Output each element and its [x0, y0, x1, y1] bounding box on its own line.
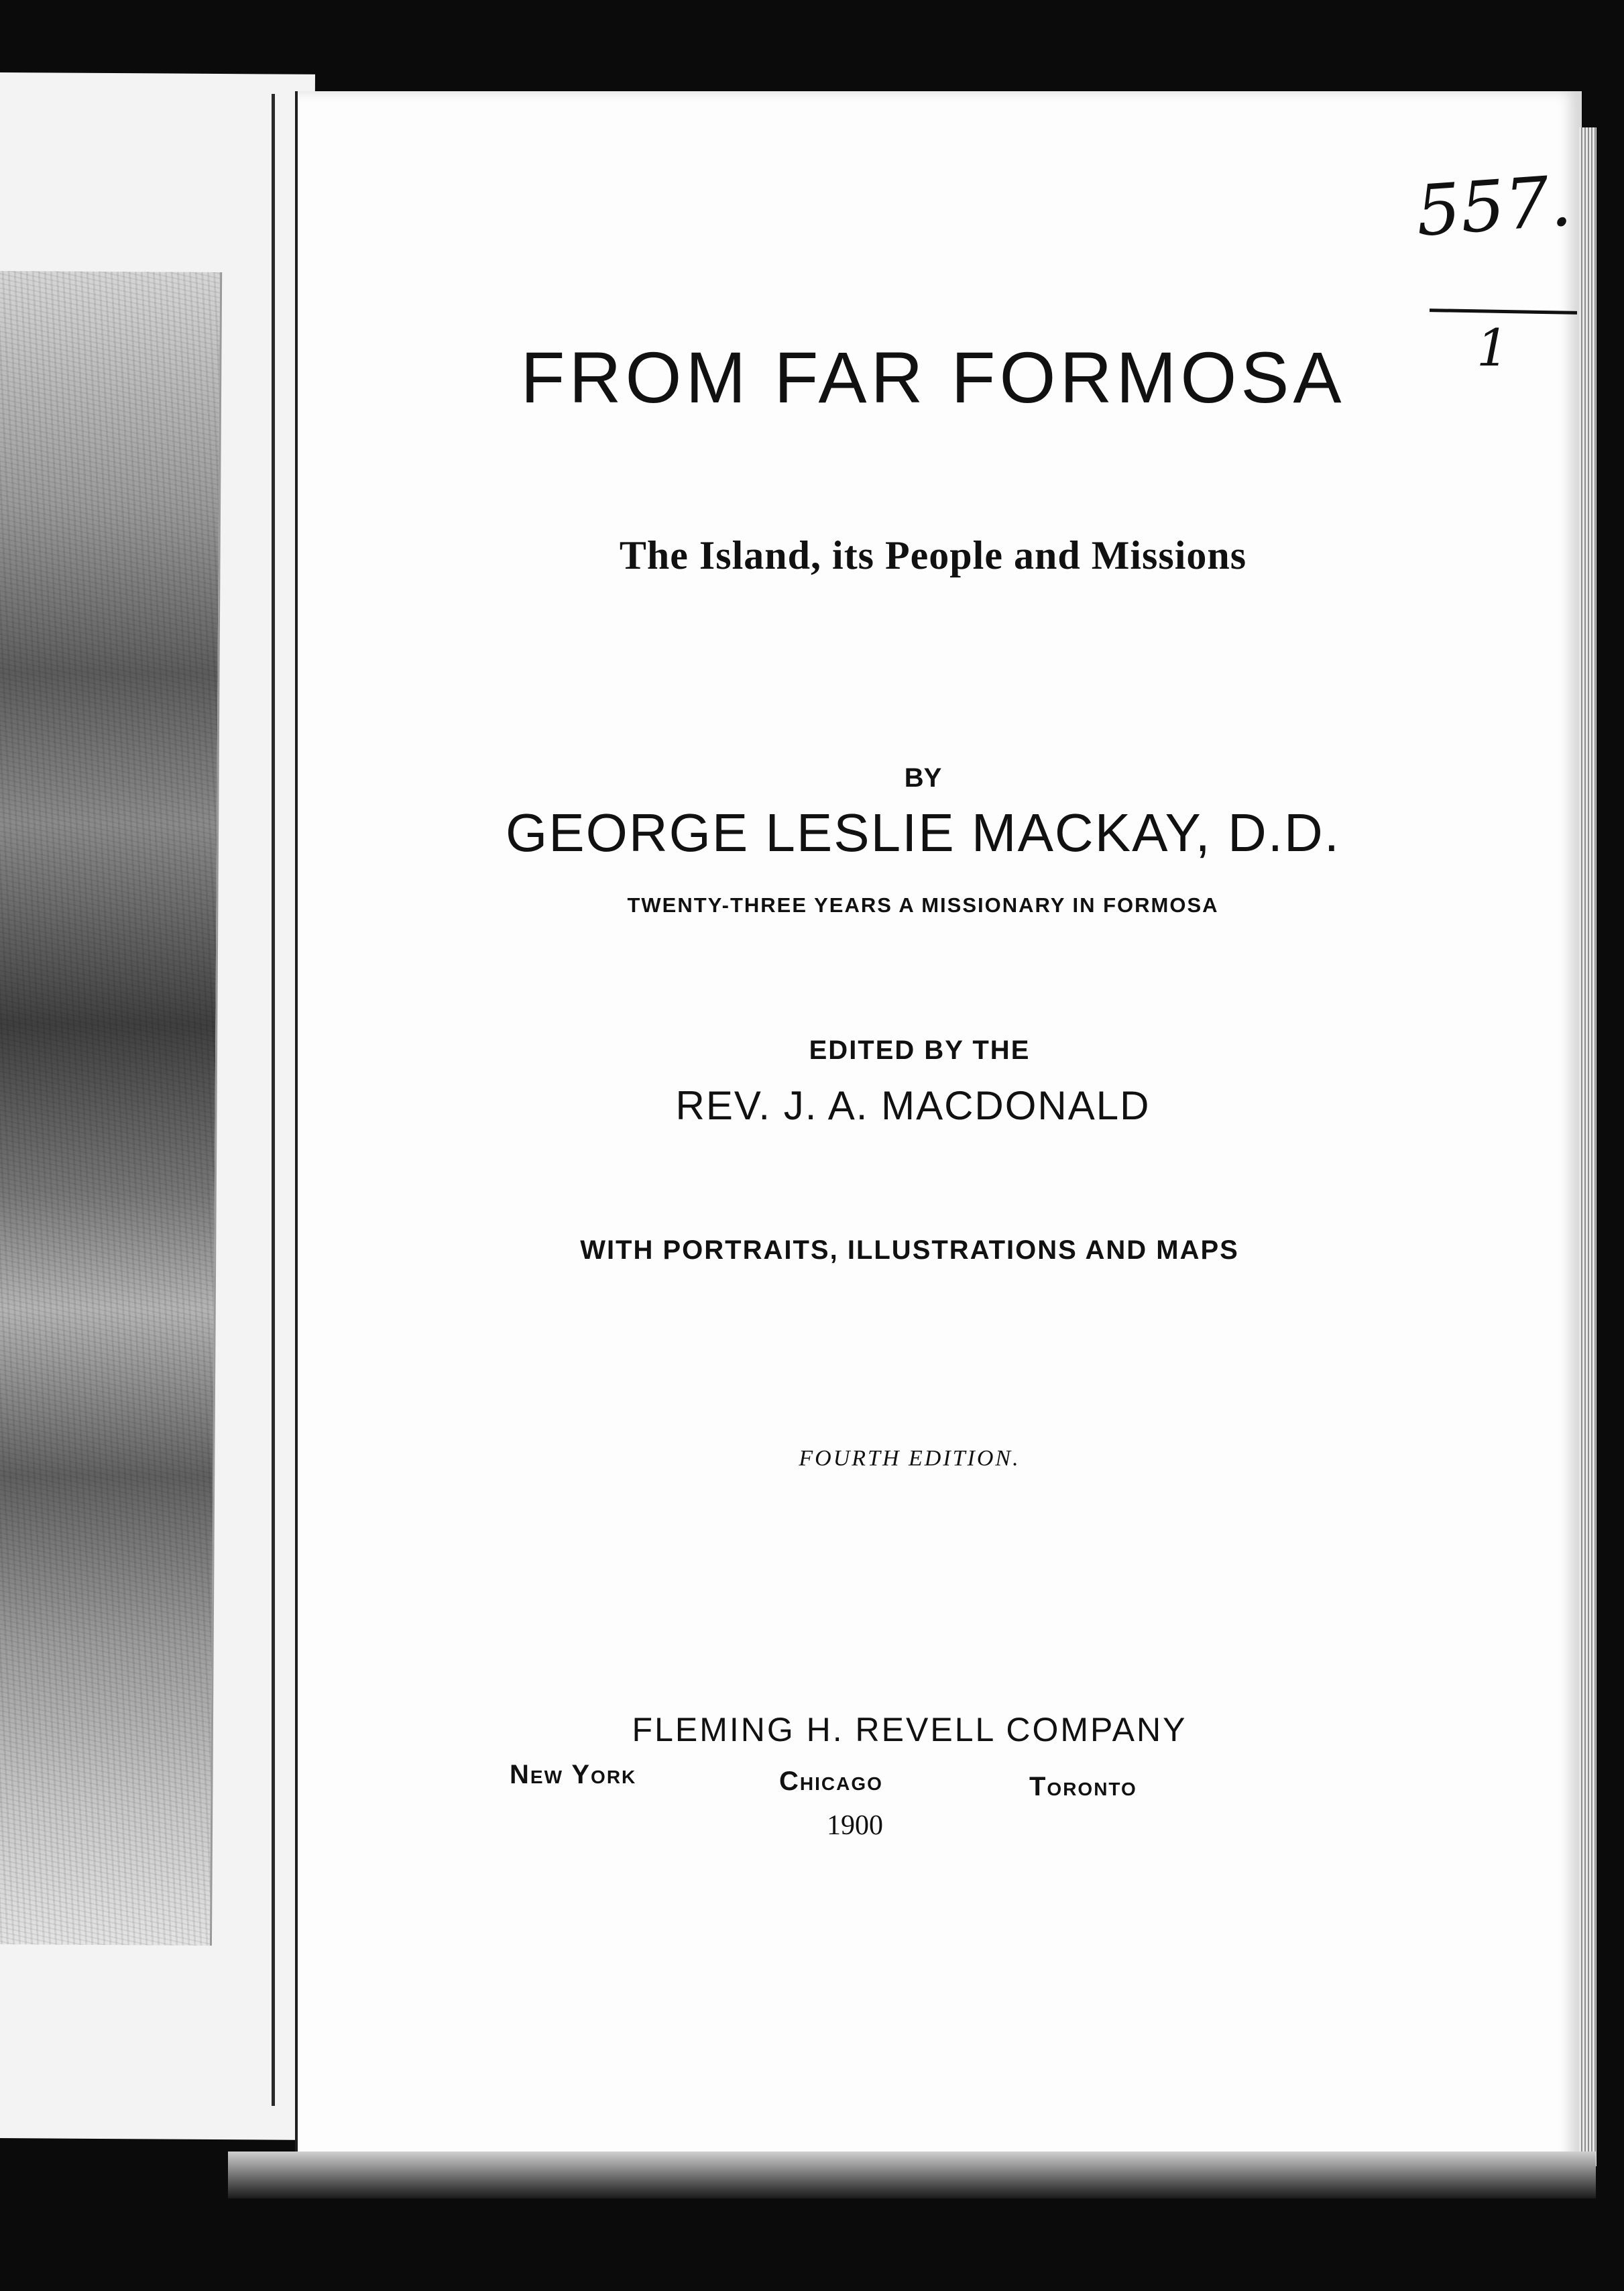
book-subtitle: The Island, its People and Missions	[619, 533, 1247, 577]
publication-year: 1900	[827, 1810, 883, 1841]
page-edges	[1579, 127, 1597, 2166]
bottom-shadow	[228, 2152, 1596, 2198]
handwritten-shelf-number: 557.	[1413, 160, 1574, 252]
frontispiece-illustration	[0, 271, 222, 1946]
handwritten-underline	[1430, 309, 1577, 315]
by-label: BY	[904, 763, 942, 793]
handwritten-sub-number: 1	[1476, 318, 1509, 378]
city-toronto: Toronto	[1029, 1772, 1137, 1801]
author-name: GEORGE LESLIE MACKAY, D.D.	[506, 803, 1340, 862]
edition-statement: FOURTH EDITION.	[799, 1446, 1021, 1471]
city-new-york: New York	[510, 1760, 637, 1789]
illustrations-note: WITH PORTRAITS, ILLUSTRATIONS AND MAPS	[580, 1235, 1239, 1265]
editor-name: REV. J. A. MACDONALD	[675, 1083, 1151, 1128]
publisher-cities	[298, 1760, 1582, 1800]
title-page	[295, 91, 1582, 2186]
edited-by-label: EDITED BY THE	[809, 1036, 1031, 1065]
publisher-name: FLEMING H. REVELL COMPANY	[632, 1711, 1187, 1748]
city-chicago: Chicago	[779, 1767, 883, 1796]
author-description: TWENTY-THREE YEARS A MISSIONARY IN FORMOSA	[627, 893, 1219, 917]
left-facing-page	[0, 72, 315, 2140]
book-title: FROM FAR FORMOSA	[520, 337, 1346, 418]
